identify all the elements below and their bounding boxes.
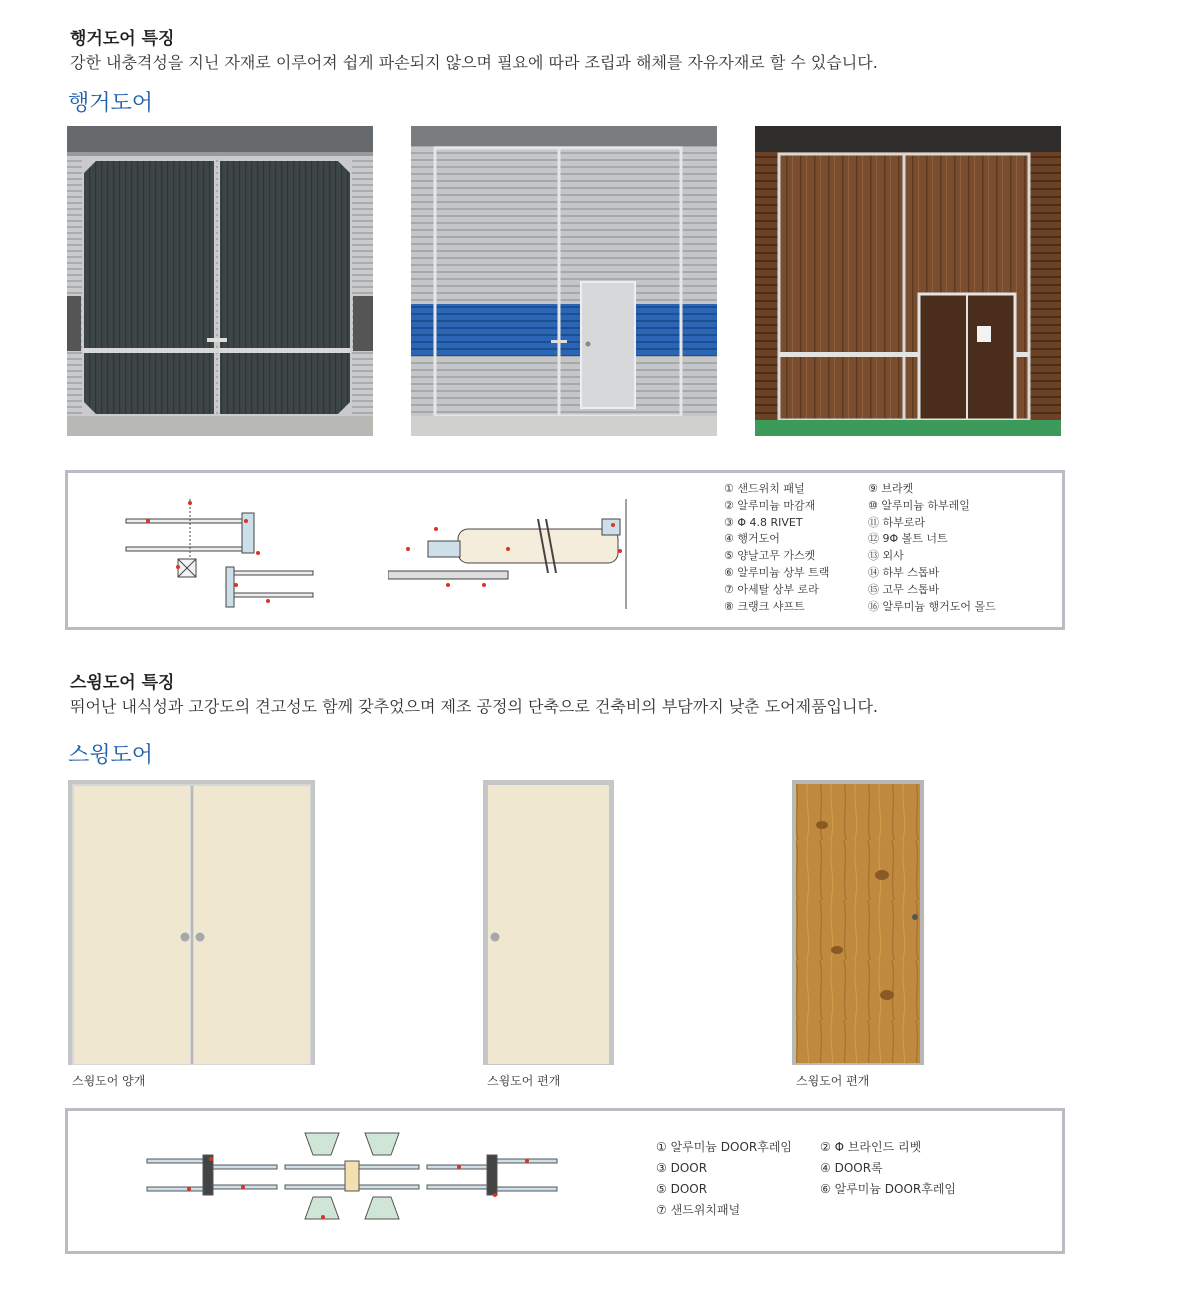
swing-door-photo-single-cream: [483, 780, 614, 1065]
swing-caption-single-2: 스윙도어 편개: [796, 1074, 870, 1088]
legend-item: ⑫ 9Φ 볼트 너트: [868, 532, 948, 546]
legend-item: ⑩ 알루미늄 하부레일: [868, 498, 970, 512]
swing-door-photo-double: [68, 780, 315, 1065]
legend-item: ④ 행거도어: [724, 532, 780, 546]
swing-caption-single-1: 스윙도어 편개: [487, 1074, 561, 1088]
legend-item: ⑭ 하부 스톱바: [868, 565, 940, 579]
swing-feature-title: 스윙도어 특징: [70, 673, 175, 693]
legend-item: ⑧ 크랭크 샤프트: [724, 599, 805, 613]
hanger-door-photo-wood: [755, 126, 1061, 436]
legend-item: ⑯ 알루미늄 행거도어 몰드: [868, 599, 996, 613]
swing-legend-left: [656, 1137, 792, 1221]
swing-feature-desc: 뛰어난 내식성과 고강도의 견고성도 함께 갖추었으며 제조 공정의 단축으로 건축비의 부담까지 낮춘 도어제품입니다.: [70, 697, 879, 716]
hanger-section-drawing-right: [388, 489, 658, 619]
legend-item: ⑥ 알루미늄 상부 트랙: [724, 565, 830, 579]
legend-item: ⑦ 아세탈 상부 로라: [724, 582, 819, 596]
legend-item: ② Φ 브라인드 리벳: [820, 1140, 922, 1154]
swing-legend-right: [820, 1137, 956, 1200]
legend-item: ⑨ 브라켓: [868, 482, 914, 495]
legend-item: ⑤ 양날고무 가스켓: [724, 549, 816, 563]
swing-diagram-box: [65, 1108, 1065, 1254]
hanger-legend-right: [868, 481, 996, 615]
legend-item: ⑦ 샌드위치패널: [656, 1203, 741, 1217]
legend-item: ④ DOOR록: [820, 1161, 883, 1175]
hanger-section-title: 행거도어: [68, 91, 154, 116]
legend-item: ① 샌드위치 패널: [724, 482, 805, 495]
swing-section-drawing: [143, 1125, 563, 1245]
legend-item: ③ DOOR: [656, 1161, 708, 1175]
swing-caption-double: 스윙도어 양개: [72, 1074, 146, 1088]
swing-section-title: 스윙도어: [68, 743, 154, 768]
hanger-diagram-box: [65, 470, 1065, 630]
legend-item: ③ Φ 4.8 RIVET: [724, 515, 803, 529]
hanger-legend-left: [724, 481, 829, 615]
legend-item: ① 알루미늄 DOOR후레임: [656, 1140, 793, 1154]
legend-item: ② 알루미늄 마감재: [724, 498, 816, 512]
hanger-feature-desc: 강한 내충격성을 지닌 자재로 이루어져 쉽게 파손되지 않으며 필요에 따라 조립과 해체를 자유자재로 할 수 있습니다.: [70, 53, 878, 72]
legend-item: ⑬ 외사: [868, 549, 904, 563]
legend-item: ⑪ 하부로라: [868, 515, 926, 529]
legend-item: ⑤ DOOR: [656, 1182, 708, 1196]
hanger-door-photo-grey: [67, 126, 373, 436]
legend-item: ⑮ 고무 스톱바: [868, 582, 940, 596]
swing-door-photo-single-wood: [792, 780, 924, 1065]
legend-item: ⑥ 알루미늄 DOOR후레임: [820, 1182, 957, 1196]
hanger-section-drawing-left: [118, 489, 358, 619]
hanger-feature-title: 행거도어 특징: [70, 29, 175, 49]
hanger-door-photo-blue-band: [411, 126, 717, 436]
